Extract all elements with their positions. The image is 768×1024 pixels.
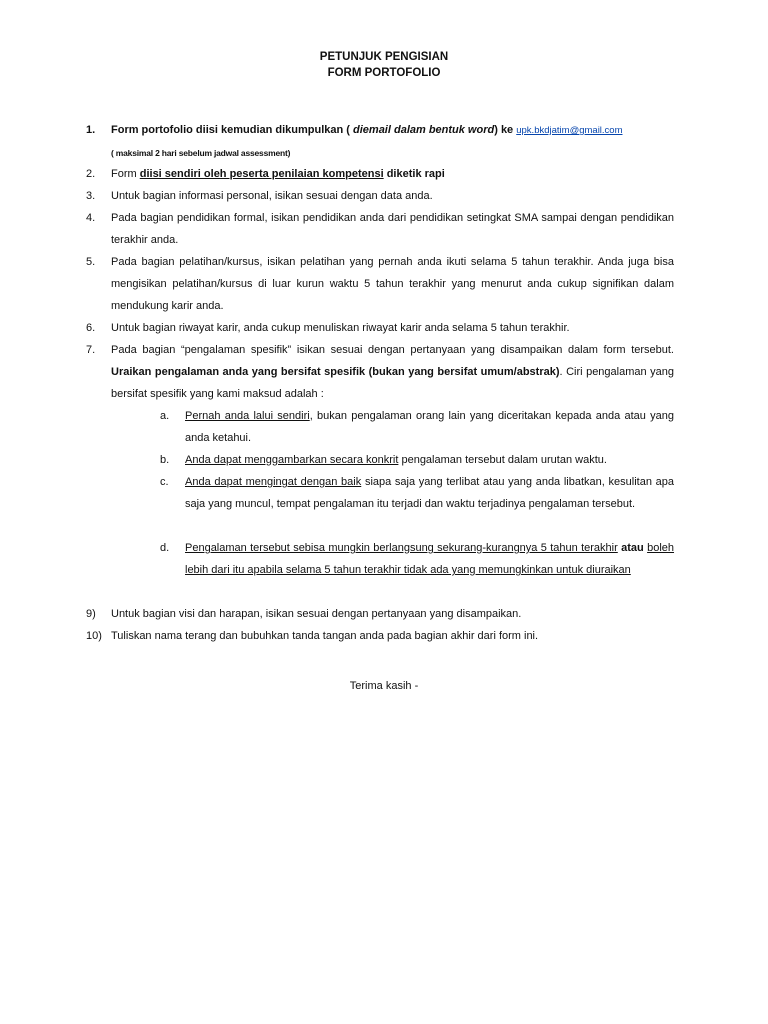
item-number: 5. bbox=[86, 256, 96, 268]
item-text: Pada bagian pendidikan formal, isikan pendidikan anda dari pendidikan setingkat SMA sampai dengan pendidikan terakhir anda. bbox=[111, 212, 674, 246]
item-number: 6. bbox=[86, 322, 96, 334]
item-text: Untuk bagian visi dan harapan, isikan sesuai dengan pertanyaan yang disampaikan. bbox=[111, 608, 522, 620]
subitem-letter: d. bbox=[160, 542, 170, 554]
instruction-item-2 bbox=[86, 163, 674, 185]
item-number: 2. bbox=[86, 168, 96, 180]
item-number: 9) bbox=[86, 608, 96, 620]
item-text: Untuk bagian riwayat karir, anda cukup menuliskan riwayat karir anda selama 5 tahun terakhir. bbox=[111, 322, 570, 334]
instruction-item-7 bbox=[86, 339, 674, 405]
subitem-b bbox=[160, 449, 674, 471]
document-subtitle: FORM PORTOFOLIO bbox=[327, 67, 441, 79]
subitem-connector: atau bbox=[617, 542, 648, 554]
item-text: Form bbox=[111, 168, 140, 180]
subitem-letter: a. bbox=[160, 410, 170, 422]
document-title: PETUNJUK PENGISIAN bbox=[319, 51, 449, 63]
instruction-item-9 bbox=[86, 603, 674, 625]
subitem-key-phrase: Anda dapat mengingat dengan baik bbox=[185, 476, 362, 488]
item-text: Untuk bagian informasi personal, isikan sesuai dengan data anda. bbox=[111, 190, 433, 202]
item-emphasis: diemail dalam bentuk word bbox=[353, 124, 495, 136]
item-emphasis: Uraikan pengalaman anda yang bersifat spesifik (bukan yang bersifat umum/abstrak) bbox=[111, 366, 560, 378]
subitem-key-phrase-2: boleh lebih dari itu apabila selama 5 tahun terakhir tidak ada yang memungkinkan untuk diuraikan bbox=[185, 542, 675, 576]
item-text: Pada bagian pelatihan/kursus, isikan pelatihan yang pernah anda ikuti selama 5 tahun terakhir. Anda juga bisa mengisikan pelatihan/kursus di luar kurun waktu 5 tahun terakhir yang menurut anda cukup signifikan dalam mendukung karir anda. bbox=[111, 256, 674, 312]
item-number: 1. bbox=[86, 124, 96, 136]
instruction-item-1 bbox=[86, 119, 674, 164]
subitem-d bbox=[160, 537, 674, 581]
closing-text: Terima kasih - bbox=[349, 680, 419, 692]
instruction-item-3 bbox=[86, 185, 674, 207]
deadline-note: ( maksimal 2 hari sebelum jadwal assessment) bbox=[111, 148, 291, 158]
subitem-key-phrase: Pengalaman tersebut sebisa mungkin berlangsung sekurang-kurangnya 5 tahun terakhir bbox=[185, 542, 618, 554]
item-number: 10) bbox=[86, 630, 102, 642]
subitem-key-phrase: Pernah anda lalui sendiri bbox=[185, 410, 310, 422]
subitem-letter: b. bbox=[160, 454, 170, 466]
item-text: Form portofolio diisi kemudian dikumpulkan ( bbox=[111, 124, 354, 136]
subitem-a bbox=[160, 405, 674, 449]
subitem-c bbox=[160, 471, 674, 515]
subitem-text: pengalaman tersebut dalam urutan waktu. bbox=[398, 454, 607, 466]
instruction-item-10 bbox=[86, 625, 674, 647]
item-text-tail: . Ciri pengalaman yang bersifat spesifik yang kami maksud adalah : bbox=[111, 366, 674, 400]
item-number: 7. bbox=[86, 344, 96, 356]
instruction-item-4 bbox=[86, 207, 674, 251]
item-number: 3. bbox=[86, 190, 96, 202]
item-text: Pada bagian “pengalaman spesifik” isikan sesuai dengan pertanyaan yang disampaikan dalam form tersebut. bbox=[111, 344, 674, 356]
subitem-text: siapa saja yang terlibat atau yang anda libatkan, kesulitan apa saja yang muncul, tempat pengalaman itu terjadi dan waktu terjadinya pengalaman tersebut. bbox=[185, 476, 674, 510]
subitem-letter: c. bbox=[160, 476, 169, 488]
instruction-item-5 bbox=[86, 251, 674, 317]
item-text-tail: diketik rapi bbox=[383, 168, 445, 180]
item-number: 4. bbox=[86, 212, 96, 224]
item-text-tail: ) ke bbox=[494, 124, 517, 136]
item-emphasis: diisi sendiri oleh peserta penilaian kompetensi bbox=[139, 168, 384, 180]
subitem-key-phrase: Anda dapat menggambarkan secara konkrit bbox=[185, 454, 399, 466]
subitem-text: , bukan pengalaman orang lain yang diceritakan kepada anda atau yang anda ketahui. bbox=[185, 410, 674, 444]
item-text: Tuliskan nama terang dan bubuhkan tanda tangan anda pada bagian akhir dari form ini. bbox=[111, 630, 539, 642]
email-link[interactable]: upk.bkdjatim@gmail.com bbox=[516, 125, 623, 136]
instruction-item-6 bbox=[86, 317, 674, 339]
